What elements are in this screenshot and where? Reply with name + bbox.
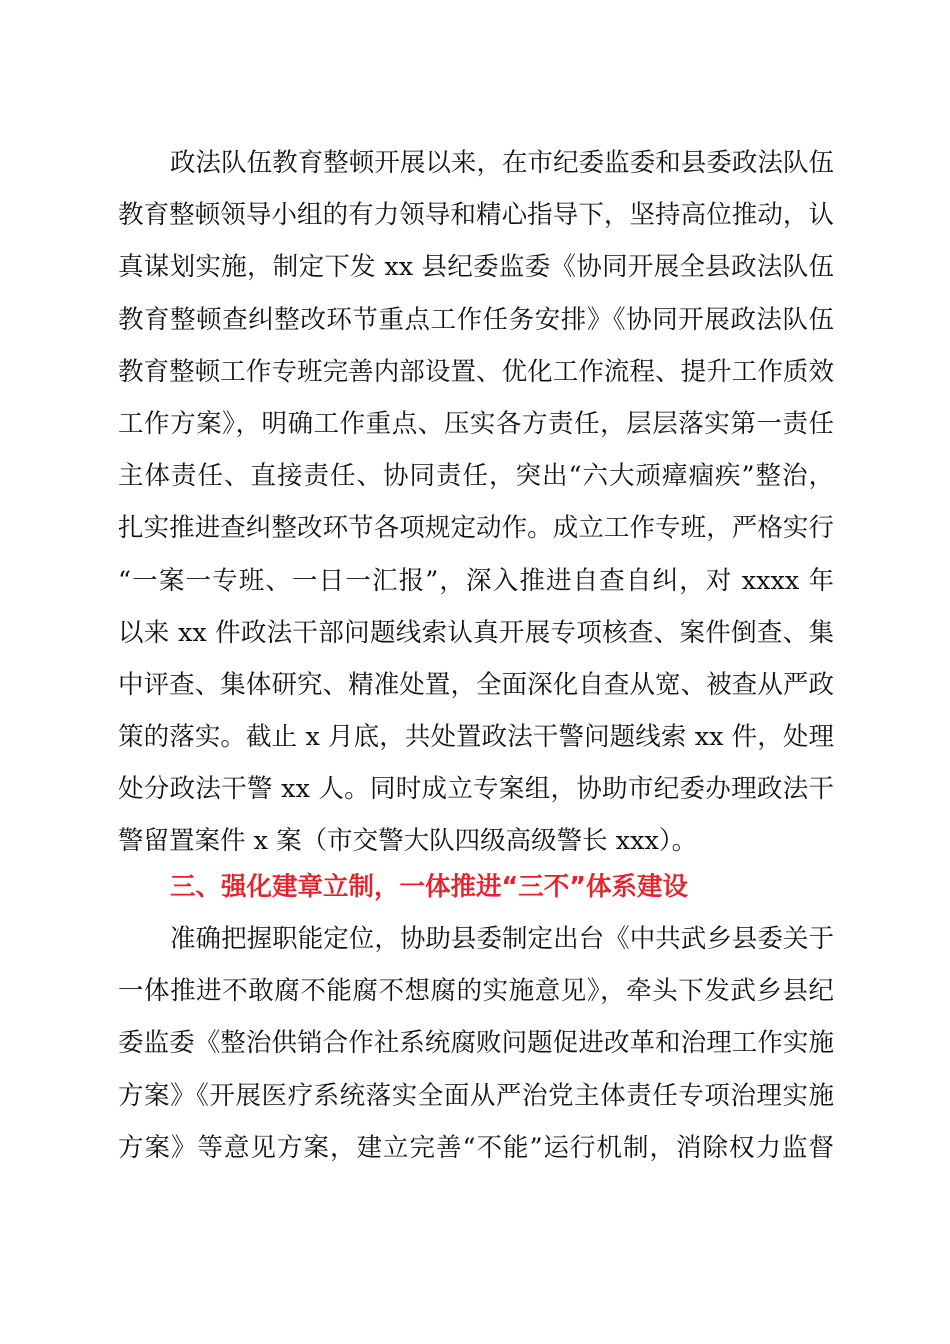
paragraph-line: 方案》等意见方案，建立完善“不能”运行机制，消除权力监督 [118,1132,834,1163]
paragraph-line: 警留置案件 x 案（市交警大队四级高级警长 xxx）。 [118,826,698,857]
paragraph-line: 教育整顿查纠整改环节重点工作任务安排》《协同开展政法队伍 [118,304,834,335]
section-heading: 三、强化建章立制，一体推进“三不”体系建设 [170,872,689,902]
paragraph-line: “一案一专班、一日一汇报”，深入推进自查自纠，对 xxxx 年 [118,565,834,596]
paragraph-line: 处分政法干警 xx 人。同时成立专案组，协助市纪委办理政法干 [118,774,834,805]
paragraph-line: 扎实推进查纠整改环节各项规定动作。成立工作专班，严格实行 [118,513,834,544]
paragraph-line: 真谋划实施，制定下发 xx 县纪委监委《协同开展全县政法队伍 [118,252,834,283]
paragraph-line: 策的落实。截止 x 月底，共处置政法干警问题线索 xx 件，处理 [118,722,834,753]
paragraph-line: 教育整顿领导小组的有力领导和精心指导下，坚持高位推动，认 [118,200,834,231]
paragraph-line: 教育整顿工作专班完善内部设置、优化工作流程、提升工作质效 [118,356,834,387]
paragraph-line: 以来 xx 件政法干部问题线索认真开展专项核查、案件倒查、集 [118,617,834,648]
paragraph-system-building [118,913,834,1174]
paragraph-line: 工作方案》，明确工作重点、压实各方责任，层层落实第一责任 [118,408,834,439]
paragraph-line: 准确把握职能定位，协助县委制定出台《中共武乡县委关于 [170,924,834,954]
paragraph-line: 方案》《开展医疗系统落实全面从严治党主体责任专项治理实施 [118,1080,834,1111]
paragraph-line: 委监委《整治供销合作社系统腐败问题促进改革和治理工作实施 [118,1028,834,1059]
paragraph-line: 中评查、集体研究、精准处置，全面深化自查从宽、被查从严政 [118,669,834,700]
paragraph-line: 一体推进不敢腐不能腐不想腐的实施意见》，牵头下发武乡县纪 [118,976,834,1007]
paragraph-line: 主体责任、直接责任、协同责任，突出“六大顽瘴痼疾”整治， [118,461,834,492]
paragraph-line: 政法队伍教育整顿开展以来，在市纪委监委和县委政法队伍 [170,148,834,178]
paragraph-work-summary [118,137,834,868]
